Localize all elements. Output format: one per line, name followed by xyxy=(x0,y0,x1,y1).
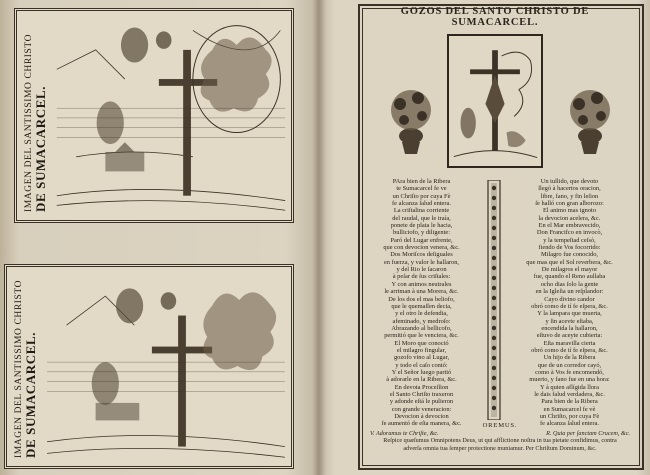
crucifixion-tree-illustration-top xyxy=(17,11,291,220)
verse-line: à adorarle en la Ribera, &c. xyxy=(386,376,457,384)
divider-bead xyxy=(492,286,496,290)
verse-line: te Sumacarcel fe ve xyxy=(396,185,447,193)
crucifixion-header-illustration xyxy=(447,34,543,168)
verse-line: fe aumentó de eſta manera, &c. xyxy=(381,420,462,428)
crucifix-icon xyxy=(449,36,541,166)
verse-line: llegó à hacertos oracion, xyxy=(538,185,601,193)
verse-line: que mas que el Sol reverbera, &c. xyxy=(526,258,613,266)
divider-bead xyxy=(492,336,496,340)
woodcut-bottom-caption-line2: DE SUMACARCEL. xyxy=(23,331,38,458)
divider-bead xyxy=(492,366,496,370)
verse-line: Un tullido, que devoto xyxy=(540,178,599,185)
crucifixion-tree-illustration-bottom xyxy=(7,267,291,466)
verse-line: Milagro fue conocido, xyxy=(541,251,598,259)
divider-bead xyxy=(492,226,496,230)
verse-line: como à Vos fe encomendó, xyxy=(535,368,604,376)
divider-bead xyxy=(492,206,496,210)
verse-line: en fuerza, y valor le hallaron, xyxy=(383,258,460,266)
verse-line: En devota Proceſſion xyxy=(394,383,449,391)
verse-line: y del Rio le ſacaron xyxy=(396,266,447,274)
verse-line: Devocion à devocion xyxy=(394,413,449,420)
verse-line: De milagros el mayor xyxy=(541,266,598,274)
verse-line: fiendo de Vos focorrido: xyxy=(538,244,601,252)
verse-line: El Moro que conoció xyxy=(394,339,449,347)
verse-line: Y la lampara que muerta, xyxy=(537,310,602,318)
ornamental-divider xyxy=(482,180,506,420)
prayer-line-1: Reſpice quæſumus Omnipotens Deus, ut qui afflictione noſtra in tua pietate confidimus, contra xyxy=(383,437,617,445)
divider-bead xyxy=(492,346,496,350)
divider-bead xyxy=(492,316,496,320)
divider-bead xyxy=(492,186,496,190)
divider-bead xyxy=(492,236,496,240)
verse-line: bulliciofo, y diligente: xyxy=(393,229,450,237)
verse-line: fe alcanza ſalud entera. xyxy=(540,420,599,428)
verse-line: y la tempeſtad ceſsò, xyxy=(543,236,596,244)
woodcut-bottom-caption-line1: IMAGEN DEL SANTISSIMO CHRISTO xyxy=(14,279,24,458)
verse-line: ſe halló con gran alborozo: xyxy=(535,200,604,208)
verse-line: la devocion acelera, &c. xyxy=(538,214,601,222)
verse-line: El animo mas ignoto xyxy=(542,207,597,215)
verse-line: En el Mar embravecido, xyxy=(538,222,601,230)
oremus-section xyxy=(362,422,638,452)
woodcut-bottom xyxy=(4,264,294,469)
divider-bead xyxy=(492,386,496,390)
divider-bead xyxy=(492,396,496,400)
verse-line: con grande veneracion: xyxy=(391,405,452,413)
divider-bead xyxy=(492,246,496,250)
verse-line: fe alcanza ſalud entera. xyxy=(392,200,451,208)
verse-line: ponete de plata le hacia, xyxy=(390,222,453,230)
verse-line: que le quemaſſen decia, xyxy=(391,302,452,310)
verse-line: le arriman à una Morera, &c. xyxy=(384,288,459,296)
verse-line: y adonde eſtá le pulieron xyxy=(389,398,454,406)
verse-line: obró como de tí fe eſpera, &c. xyxy=(531,302,608,310)
oremus-heading: OREMUS. xyxy=(482,422,518,429)
verse-line: en Sumacarcel fe vè xyxy=(543,405,596,413)
verse-line: obró como de tí fe eſpera, &c. xyxy=(531,346,608,354)
verse-line: ocho dias ſolo la gente xyxy=(540,280,599,288)
versicle-text: V. Adoramus te Chriſte, &c. xyxy=(370,429,439,437)
divider-bead xyxy=(492,276,496,280)
verse-line: el milagro fingular, xyxy=(396,346,447,354)
divider-bead xyxy=(492,406,496,410)
verse-line: encendida la hallaron, xyxy=(541,324,598,332)
flower-vase-right-icon xyxy=(561,80,619,160)
verse-line: eſtuvo de aceyte cubierta: xyxy=(536,332,603,340)
verse-line: libre, fano, y fin leſion xyxy=(540,192,599,200)
divider-bead xyxy=(492,266,496,270)
verse-line: Y à quien aflígida llora xyxy=(539,383,600,391)
verse-line: Paró del Lugar enfrente, xyxy=(390,236,453,244)
divider-bead xyxy=(492,256,496,260)
verse-line: La criſtalina corriente xyxy=(393,207,450,215)
verse-line: y ſin acevte eſtaba, xyxy=(545,317,594,325)
verse-line: el Santo Chriſto traxeron xyxy=(389,390,454,398)
response-text: R. Quia per ſanctam Crucem, &c. xyxy=(546,429,630,437)
woodcut-top-caption-line1: IMAGEN DEL SANTISSIMO CHRISTO xyxy=(24,33,34,212)
verse-line: le dais falud verdadera, &c. xyxy=(534,390,605,398)
verse-line: en la Igleſia un reſplandor: xyxy=(535,288,604,296)
verse-line: afeminado, y medroſo: xyxy=(392,317,451,325)
verse-line: permitió que le venciera, &c. xyxy=(384,332,459,340)
flower-vase-left-icon xyxy=(382,80,440,160)
verse-line: Abrazando al bellicofo, xyxy=(391,324,452,332)
verse-line: que con devocion venera, &c. xyxy=(383,244,460,252)
verse-line: Don Francifco en invocò, xyxy=(536,229,603,237)
woodcut-top-caption-line2: DE SUMACARCEL. xyxy=(33,85,48,212)
divider-bead xyxy=(492,196,496,200)
divider-bead xyxy=(492,326,496,330)
verse-line: Y el Señor luego partió xyxy=(391,368,452,376)
verse-line: del raudal, que le traía, xyxy=(392,214,451,222)
verse-line: y el otro le defendia, xyxy=(395,310,448,318)
verse-line: Cayo divino candor xyxy=(544,295,595,303)
verse-line: y todo el caſo contó: xyxy=(395,361,448,369)
book-gutter xyxy=(312,0,326,475)
woodcut-top-caption xyxy=(23,19,49,212)
verse-line: Dos Moriſcos deſiguales xyxy=(390,251,453,259)
verse-line: De los dos el mas beliofo, xyxy=(388,295,455,303)
verse-column-right xyxy=(512,178,627,428)
verse-line: Y con animos neutrales xyxy=(391,280,452,288)
verse-line: que de un corredor cayó, xyxy=(537,361,602,369)
verse-line: muerto, y fano fue en una hora: xyxy=(529,376,610,384)
verse-line: gozofo vino al Lugar, xyxy=(393,354,450,362)
verse-line: un Chriſto, por cuya Fè xyxy=(539,413,600,420)
verse-line: Para bien de la Ribera xyxy=(541,398,598,406)
verse-column-left xyxy=(364,178,479,428)
broadside-title: GOZOS DEL SANTO CHRISTO DE SUMACARCEL. xyxy=(400,6,590,28)
woodcut-top xyxy=(14,8,294,223)
divider-bead xyxy=(492,216,496,220)
divider-bead xyxy=(492,356,496,360)
woodcut-bottom-caption xyxy=(13,275,39,458)
verse-line: fue, quando el Reno aullaba xyxy=(533,273,606,281)
verse-line: Un hijo de la Ribera xyxy=(543,354,596,362)
verse-line: un Chriſto por cuya Fè xyxy=(392,192,451,200)
divider-bead xyxy=(492,376,496,380)
divider-bead xyxy=(492,296,496,300)
divider-bead xyxy=(492,306,496,310)
prayer-line-2: adverſa omnia tua ſemper protectione muniamur. Per Chriſtum Dominum, &c. xyxy=(403,444,597,452)
verse-line: à peſar de ſus criſtales: xyxy=(392,273,451,281)
verse-line: Eſta maravilla cierta xyxy=(543,339,596,347)
verse-line: PAra bien de la Ribera xyxy=(392,178,451,185)
